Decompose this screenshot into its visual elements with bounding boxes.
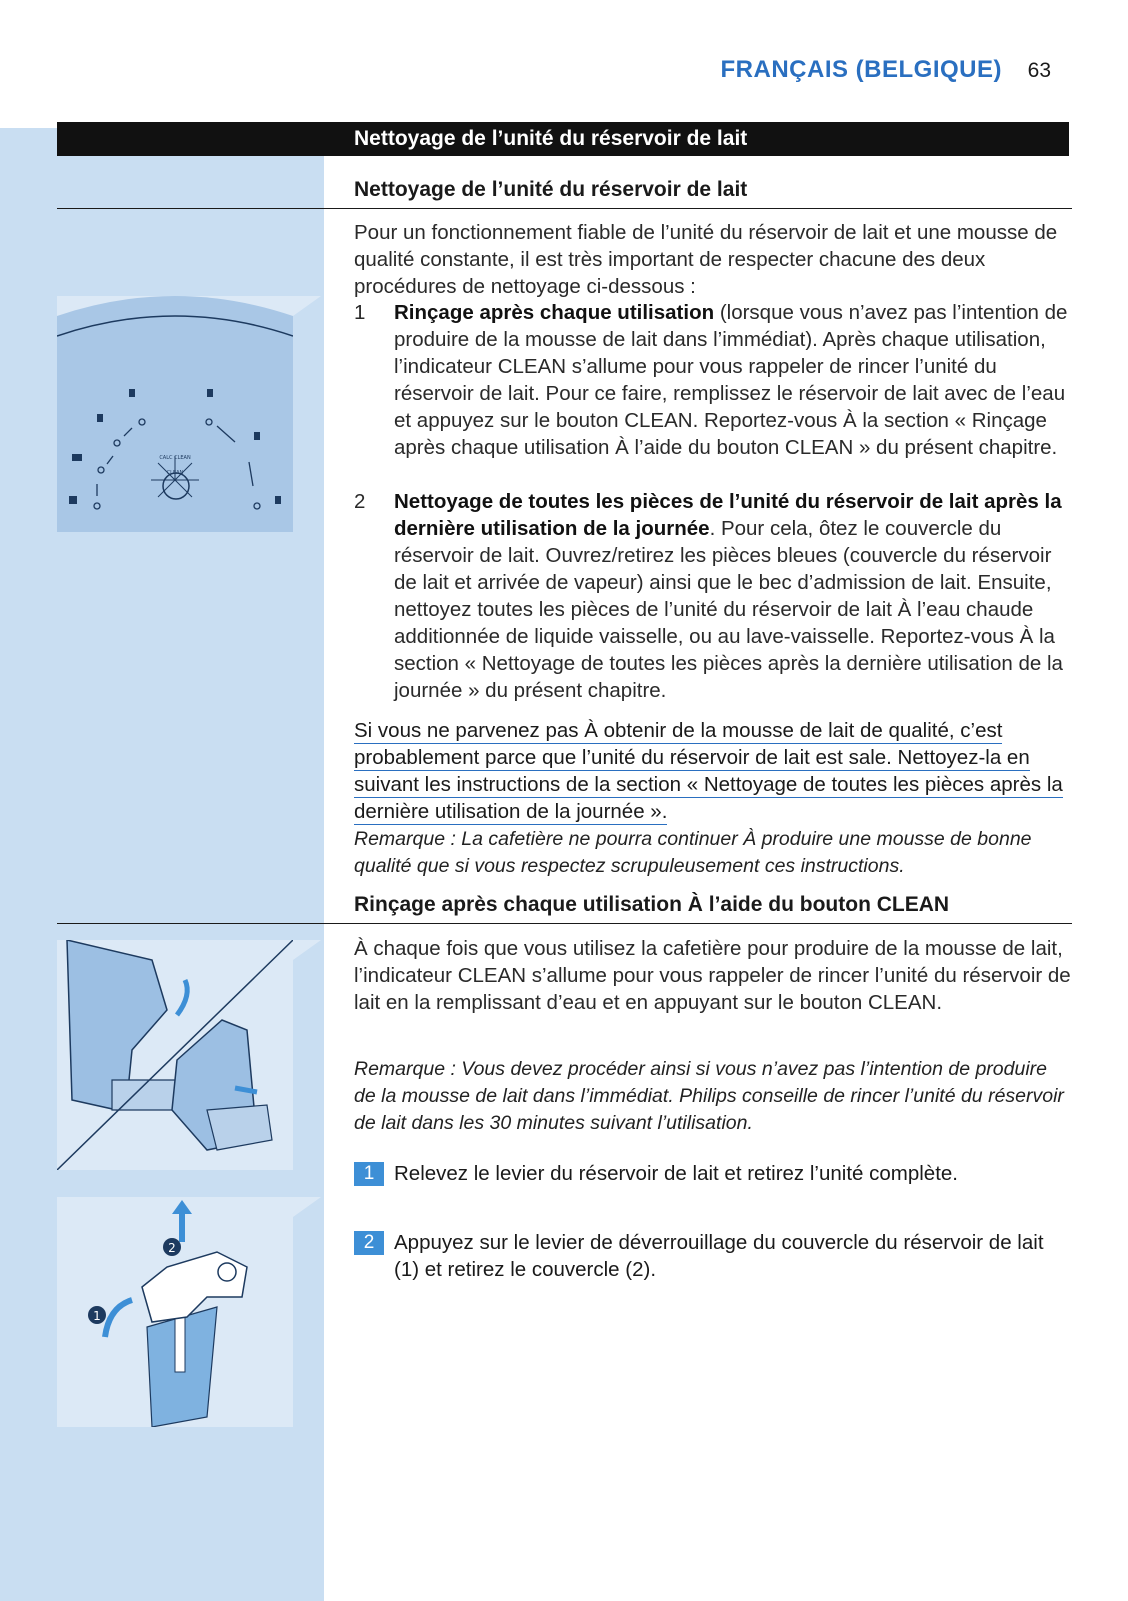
section2-intro: À chaque fois que vous utilisez la cafetière pour produire de la mousse de lait, l’indicateur CLEAN s’allume pour vous rappeler de rincer l’unité du réservoir de lait en la remplissant d’eau et en appuyant sur le bouton CLEAN. bbox=[354, 937, 1071, 1014]
list-item-2-number: 2 bbox=[354, 490, 366, 513]
list-item-1-bold: Rinçage après chaque utilisation bbox=[394, 301, 715, 324]
list-item-2 bbox=[354, 488, 1072, 704]
list-item-1-text: (lorsque vous n’avez pas l’intention de produire de la mousse de lait dans l’immédiat). Après chaque utilisation, l’indicateur CLEAN s’allume pour vous rappeler de rincer l’unité du réservoir de lait. Pour ce faire, remplissez le réservoir de lait avec de l’eau et appuyez sur le bouton CLEAN. Reportez-vous À la section « Rinçage après chaque utilisation À l’aide du bouton CLEAN » du présent chapitre. bbox=[394, 301, 1068, 459]
cross-reference-link[interactable] bbox=[354, 717, 1074, 825]
illustration-2-pointer bbox=[293, 940, 321, 960]
section1-rule bbox=[57, 208, 1072, 209]
lid-removal-drawing bbox=[57, 1197, 293, 1427]
illustration-1-pointer bbox=[293, 296, 321, 316]
list-item-2-bold: Nettoyage de toutes les pièces de l’unité du réservoir de lait après la dernière utilisation de la journée bbox=[394, 490, 1062, 540]
section-title-bar bbox=[57, 122, 1069, 156]
callout-1-label: 1 bbox=[93, 1309, 101, 1323]
callout-2-label: 2 bbox=[168, 1241, 176, 1255]
section2-rule bbox=[57, 923, 1072, 924]
list-item-1 bbox=[354, 299, 1072, 461]
section1-note: Remarque : La cafetière ne pourra continuer À produire une mousse de bonne qualité que si vous respectez scrupuleusement ces instructions. bbox=[354, 828, 1032, 877]
illustration-3-pointer bbox=[293, 1197, 321, 1217]
step-2 bbox=[354, 1229, 1072, 1283]
step-2-badge: 2 bbox=[354, 1231, 384, 1255]
lift-arrow-icon bbox=[177, 980, 187, 1015]
section-title: Nettoyage de l’unité du réservoir de lait bbox=[354, 127, 748, 150]
step-2-text: Appuyez sur le levier de déverrouillage du couvercle du réservoir de lait (1) et retirez le couvercle (2). bbox=[394, 1231, 1044, 1281]
list-item-1-number: 1 bbox=[354, 301, 366, 324]
control-panel-illustration bbox=[57, 296, 293, 532]
step-1-badge: 1 bbox=[354, 1162, 384, 1186]
clean-label: CLEAN bbox=[166, 470, 184, 476]
section2-note: Remarque : Vous devez procéder ainsi si vous n’avez pas l’intention de produire de la mousse de lait dans l’immédiat. Philips conseille de rincer l’unité du réservoir de lait dans les 30 minutes suivant l’utilisation. bbox=[354, 1058, 1064, 1134]
section1-intro: Pour un fonctionnement fiable de l’unité du réservoir de lait et une mousse de qualité constante, il est très important de respecter chacune des deux procédures de nettoyage ci-dessous : bbox=[354, 221, 1058, 298]
calc-clean-label: CALC CLEAN bbox=[159, 455, 191, 461]
machine-lever-illustration bbox=[57, 940, 293, 1170]
section2-heading: Rinçage après chaque utilisation À l’aide du bouton CLEAN bbox=[354, 893, 950, 916]
language-header: FRANÇAIS (BELGIQUE) bbox=[720, 56, 1002, 83]
step-1 bbox=[354, 1160, 1072, 1187]
machine-lever-drawing bbox=[57, 940, 293, 1170]
page-number: 63 bbox=[1027, 59, 1051, 82]
curved-arrow-icon bbox=[105, 1300, 132, 1337]
list-item-2-text: . Pour cela, ôtez le couvercle du réservoir de lait. Ouvrez/retirez les pièces bleues (couvercle du réservoir de lait et arrivée de vapeur) ainsi que le bec d’admission de lait. Ensuite, nettoyez toutes les pièces de l’unité du réservoir de lait À l’eau chaude additionnée de liquide vaisselle, ou au lave-vaisselle. Reportez-vous À la section « Nettoyage de toutes les pièces après la dernière utilisation de la journée » du présent chapitre. bbox=[394, 517, 1063, 702]
step-1-text: Relevez le levier du réservoir de lait et retirez l’unité complète. bbox=[394, 1162, 959, 1185]
cross-reference-text[interactable]: Si vous ne parvenez pas À obtenir de la mousse de lait de qualité, c’est probablement parce que l’unité du réservoir de lait est sale. Nettoyez-la en suivant les instructions de la section « Nettoyage de toutes les pièces après la dernière utilisation de la journée ». bbox=[354, 719, 1063, 823]
section1-heading: Nettoyage de l’unité du réservoir de lait bbox=[354, 178, 748, 201]
lid-removal-illustration bbox=[57, 1197, 293, 1427]
control-panel-drawing bbox=[57, 296, 293, 532]
